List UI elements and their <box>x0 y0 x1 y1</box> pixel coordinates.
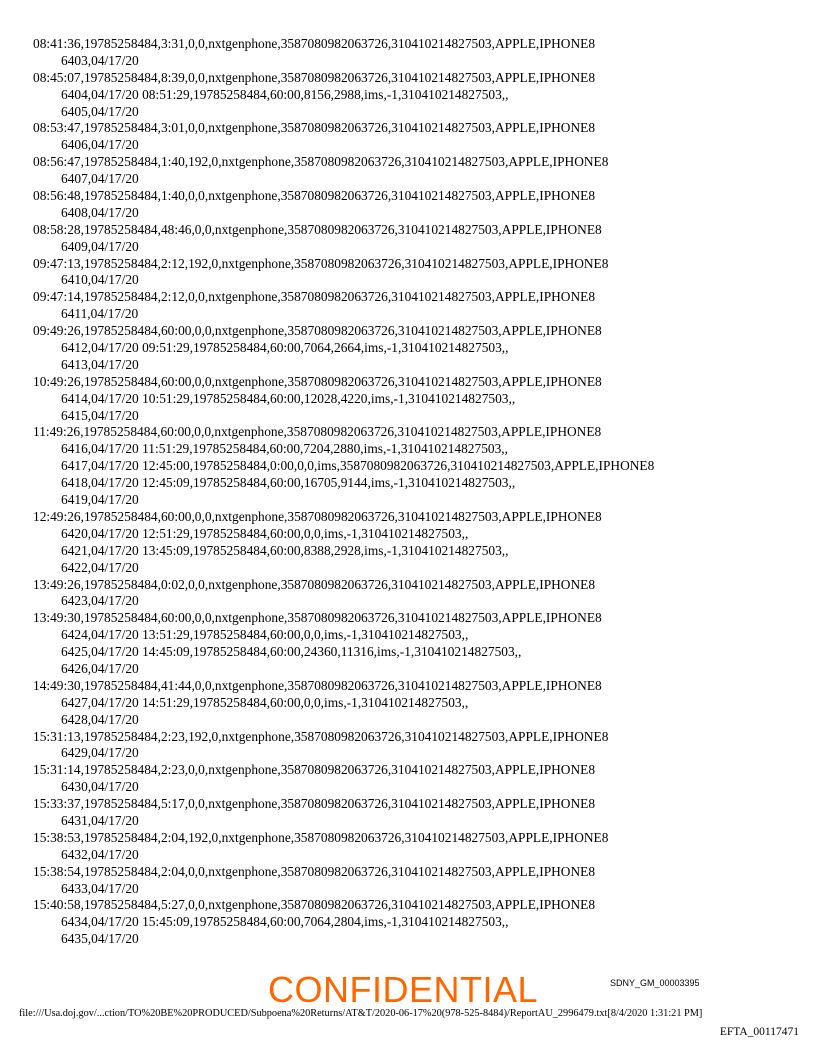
log-line: 6432,04/17/20 <box>61 846 139 862</box>
log-line: 08:41:36,19785258484,3:31,0,0,nxtgenphone,3587080982063726,310410214827503,APPLE,IPHONE8 <box>33 36 596 51</box>
log-line: 6419,04/17/20 <box>61 492 139 508</box>
log-line: 6421,04/17/20 13:45:09,19785258484,60:00,8388,2928,ims,-1,310410214827503,, <box>61 542 509 558</box>
efta-number: EFTA_00117471 <box>719 1026 799 1038</box>
log-line: 15:31:14,19785258484,2:23,0,0,nxtgenphone,3587080982063726,310410214827503,APPLE,IPHONE8 <box>33 762 596 778</box>
log-line: 6426,04/17/20 <box>61 660 139 676</box>
log-line: 10:49:26,19785258484,60:00,0,0,nxtgenphone,3587080982063726,310410214827503,APPLE,IPHONE8 <box>33 373 602 389</box>
log-line: 13:49:26,19785258484,0:02,0,0,nxtgenphone,3587080982063726,310410214827503,APPLE,IPHONE8 <box>33 576 596 592</box>
log-line: 6416,04/17/20 11:51:29,19785258484,60:00,7204,2880,ims,-1,310410214827503,, <box>61 441 508 457</box>
log-line: 6427,04/17/20 14:51:29,19785258484,60:00,0,0,ims,-1,310410214827503,, <box>61 694 469 710</box>
call-log-text <box>33 36 803 948</box>
log-line: 11:49:26,19785258484,60:00,0,0,nxtgenphone,3587080982063726,310410214827503,APPLE,IPHONE8 <box>33 424 602 440</box>
log-line: 6431,04/17/20 <box>61 812 139 828</box>
log-line: 6403,04/17/20 <box>61 52 139 68</box>
log-line: 6405,04/17/20 <box>61 103 139 119</box>
log-line: 6430,04/17/20 <box>61 779 139 795</box>
log-line: 15:40:58,19785258484,5:27,0,0,nxtgenphone,3587080982063726,310410214827503,APPLE,IPHONE8 <box>33 897 596 913</box>
footer-file-path: file:///Usa.doj.gov/...ction/TO%20BE%20PRODUCED/Subpoena%20Returns/AT&T/2020-06-17%20(978-525-8484)/ReportAU_2996479.txt[8/4/2020 1:31:21 PM] <box>19 1008 703 1019</box>
bates-number: SDNY_GM_00003395 <box>610 978 700 988</box>
log-line: 08:53:47,19785258484,3:01,0,0,nxtgenphone,3587080982063726,310410214827503,APPLE,IPHONE8 <box>33 120 596 136</box>
log-line: 6414,04/17/20 10:51:29,19785258484,60:00,12028,4220,ims,-1,310410214827503,, <box>61 390 516 406</box>
log-line: 6407,04/17/20 <box>61 171 139 187</box>
log-line: 6411,04/17/20 <box>61 306 139 322</box>
log-line: 15:31:13,19785258484,2:23,192,0,nxtgenphone,3587080982063726,310410214827503,APPLE,IPHONE8 <box>33 728 609 744</box>
log-line: 6404,04/17/20 08:51:29,19785258484,60:00,8156,2988,ims,-1,310410214827503,, <box>61 86 509 102</box>
log-line: 6415,04/17/20 <box>61 407 139 423</box>
log-line: 6435,04/17/20 <box>61 931 139 947</box>
log-line: 6410,04/17/20 <box>61 272 139 288</box>
log-line: 6408,04/17/20 <box>61 204 139 220</box>
log-line: 6424,04/17/20 13:51:29,19785258484,60:00,0,0,ims,-1,310410214827503,, <box>61 627 469 643</box>
log-line: 15:38:53,19785258484,2:04,192,0,nxtgenphone,3587080982063726,310410214827503,APPLE,IPHONE8 <box>33 829 609 845</box>
log-line: 6406,04/17/20 <box>61 137 139 153</box>
log-line: 6412,04/17/20 09:51:29,19785258484,60:00,7064,2664,ims,-1,310410214827503,, <box>61 340 509 356</box>
log-line: 09:47:13,19785258484,2:12,192,0,nxtgenphone,3587080982063726,310410214827503,APPLE,IPHONE8 <box>33 255 609 271</box>
log-line: 6423,04/17/20 <box>61 593 139 609</box>
log-line: 08:58:28,19785258484,48:46,0,0,nxtgenphone,3587080982063726,310410214827503,APPLE,IPHONE8 <box>33 221 602 237</box>
log-line: 09:49:26,19785258484,60:00,0,0,nxtgenphone,3587080982063726,310410214827503,APPLE,IPHONE8 <box>33 323 602 339</box>
log-line: 6413,04/17/20 <box>61 356 139 372</box>
log-line: 15:33:37,19785258484,5:17,0,0,nxtgenphone,3587080982063726,310410214827503,APPLE,IPHONE8 <box>33 796 596 812</box>
confidential-stamp: CONFIDENTIAL <box>268 969 539 1010</box>
log-line: 6409,04/17/20 <box>61 238 139 254</box>
log-line: 15:38:54,19785258484,2:04,0,0,nxtgenphone,3587080982063726,310410214827503,APPLE,IPHONE8 <box>33 863 596 879</box>
log-line: 13:49:30,19785258484,60:00,0,0,nxtgenphone,3587080982063726,310410214827503,APPLE,IPHONE8 <box>33 610 602 626</box>
log-line: 08:56:48,19785258484,1:40,0,0,nxtgenphone,3587080982063726,310410214827503,APPLE,IPHONE8 <box>33 188 596 204</box>
log-line: 6433,04/17/20 <box>61 880 139 896</box>
log-line: 6420,04/17/20 12:51:29,19785258484,60:00,0,0,ims,-1,310410214827503,, <box>61 525 469 541</box>
log-line: 09:47:14,19785258484,2:12,0,0,nxtgenphone,3587080982063726,310410214827503,APPLE,IPHONE8 <box>33 289 596 305</box>
log-line: 6428,04/17/20 <box>61 711 139 727</box>
log-line: 6422,04/17/20 <box>61 559 139 575</box>
log-line: 6418,04/17/20 12:45:09,19785258484,60:00,16705,9144,ims,-1,310410214827503,, <box>61 475 516 491</box>
log-line: 12:49:26,19785258484,60:00,0,0,nxtgenphone,3587080982063726,310410214827503,APPLE,IPHONE8 <box>33 508 602 524</box>
log-line: 08:45:07,19785258484,8:39,0,0,nxtgenphone,3587080982063726,310410214827503,APPLE,IPHONE8 <box>33 69 596 85</box>
log-line: 6429,04/17/20 <box>61 745 139 761</box>
log-line: 6417,04/17/20 12:45:00,19785258484,0:00,0,0,ims,3587080982063726,310410214827503,APPLE,IPHONE8 <box>61 458 655 474</box>
log-line: 08:56:47,19785258484,1:40,192,0,nxtgenphone,3587080982063726,310410214827503,APPLE,IPHONE8 <box>33 154 609 170</box>
log-line: 6425,04/17/20 14:45:09,19785258484,60:00,24360,11316,ims,-1,310410214827503,, <box>61 644 522 660</box>
log-line: 6434,04/17/20 15:45:09,19785258484,60:00,7064,2804,ims,-1,310410214827503,, <box>61 914 509 930</box>
log-line: 14:49:30,19785258484,41:44,0,0,nxtgenphone,3587080982063726,310410214827503,APPLE,IPHONE8 <box>33 677 602 693</box>
